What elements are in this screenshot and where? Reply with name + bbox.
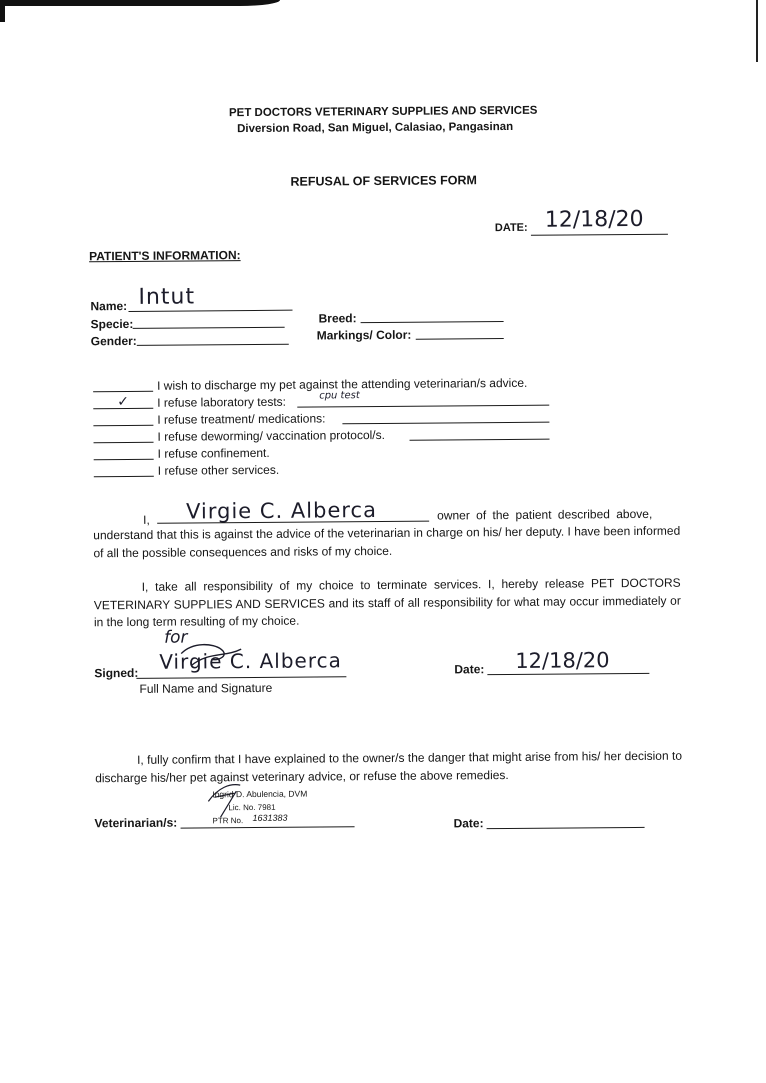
vet-stamp-ptr-label: PTR No. — [212, 816, 244, 826]
statement-text: understand that this is against the advice of the veterinarian in charge on his/ her deputy. I have been informed of all the possible consequences and risks of my choice. — [93, 523, 681, 560]
option-blank — [94, 442, 154, 443]
option-discharge: I wish to discharge my pet against the attending veterinarian/s advice. — [157, 375, 528, 393]
patient-info-heading: PATIENT'S INFORMATION: — [89, 248, 241, 264]
signed-date-label: Date: — [454, 662, 485, 677]
confirmation-text: I, fully confirm that I have explained to the owner/s the danger that might arise from his/ her decision to discharge his/her pet against veterinary advice, or refuse the above remedies. — [95, 748, 683, 785]
option-confinement: I refuse confinement. — [157, 445, 270, 461]
option-blank — [94, 476, 154, 477]
option-blank — [94, 459, 154, 460]
markings-label: Markings/ Color: — [316, 327, 412, 343]
owner-name: Virgie C. Alberca — [185, 498, 378, 524]
vet-stamp-ptr-value: 1631383 — [252, 812, 288, 824]
statement-prefix: I, — [143, 512, 150, 527]
company-name: PET DOCTORS VETERINARY SUPPLIES AND SERVICES — [228, 104, 538, 120]
breed-label: Breed: — [318, 311, 357, 326]
form-title: REFUSAL OF SERVICES FORM — [290, 173, 477, 189]
gender-line — [137, 344, 289, 346]
for-note: for — [163, 627, 188, 648]
option-other: I refuse other services. — [157, 462, 280, 478]
markings-line — [416, 338, 504, 340]
name-label: Name: — [90, 298, 128, 314]
breed-line — [361, 321, 504, 323]
treatment-line — [342, 422, 549, 425]
vet-date-label: Date: — [453, 816, 484, 831]
lab-tests-fill: cpu test — [319, 390, 360, 402]
option-deworming: I refuse deworming/ vaccination protocol/s. — [157, 427, 385, 444]
company-address: Diversion Road, San Miguel, Calasiao, Pangasinan — [237, 120, 514, 136]
name-value: Intut — [138, 284, 196, 310]
statement-line1-suffix: owner of the patient described above, — [437, 506, 653, 523]
date-value: 12/18/20 — [544, 206, 644, 233]
deworming-line — [410, 439, 550, 441]
option-blank — [93, 391, 153, 392]
responsibility-text: I, take all responsibility of my choice to terminate services. I, hereby release PET DOCTORS VETERINARY SUPPLIES AND SERVICES and its staff of all responsibility for what may occur immediately or in the long term resulting of my choice. — [93, 575, 681, 630]
signed-label: Signed: — [94, 665, 139, 681]
vet-stamp-name: Ingrid D. Abulencia, DVM — [212, 788, 308, 800]
signed-date-line — [487, 673, 649, 675]
check-mark: ✓ — [117, 393, 130, 411]
option-blank — [93, 425, 153, 426]
specie-line — [133, 327, 285, 329]
signature-caption: Full Name and Signature — [139, 680, 273, 696]
gender-label: Gender: — [90, 333, 137, 349]
veterinarian-label: Veterinarian/s: — [94, 815, 178, 831]
specie-label: Specie: — [90, 316, 134, 332]
name-line — [129, 310, 293, 312]
option-lab-tests: I refuse laboratory tests: — [157, 394, 287, 410]
signature-name: Virgie C. Alberca — [159, 648, 342, 674]
vet-date-line — [487, 827, 645, 829]
vet-stamp-lic: Lic. No. 7981 — [228, 802, 276, 813]
date-line — [531, 234, 668, 236]
option-treatment: I refuse treatment/ medications: — [157, 411, 326, 427]
lab-tests-line — [297, 405, 549, 408]
date-label: DATE: — [494, 221, 528, 235]
signed-date-value: 12/18/20 — [515, 648, 610, 673]
